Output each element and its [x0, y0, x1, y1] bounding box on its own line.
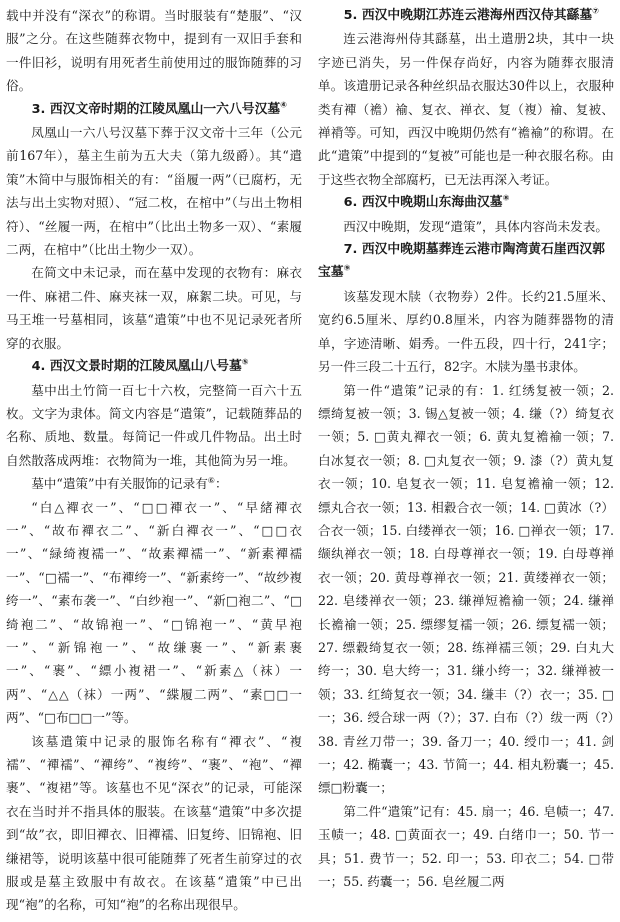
text-tail: ：: [214, 476, 228, 492]
text-run: 在简文中未记录，而在墓中发现的衣物有：麻衣一件、麻裙二件、麻夹袜一双，麻絮二块。可见，与马王堆一号墓相同，该墓“遣策”中也不见记录死者所穿的衣服。: [6, 265, 302, 351]
text-run: 5. 西汉中晚期江苏连云港海州西汉侍其繇墓: [343, 8, 593, 23]
section-heading: [318, 238, 614, 285]
paragraph: [6, 496, 302, 730]
paragraph: [6, 4, 302, 98]
footnote-marker: ⑥: [207, 475, 215, 485]
footnote-marker: ④: [280, 100, 287, 110]
text-run: 第一件“遣策”记录的有：1. 红绣复被一领；2. 缥绮复被一领；3. 锡△复被一领；4. 缣（?）绮复衣一领；5. □黄丸襌衣一领；6. 黄丸复襜褕一领；7. 白冰复衣一领；8. □丸复衣一领；9. 漆（?）黄丸复衣一领；10. 皂复衣一领；11. 皂复襜褕一领；12. 缥丸合衣一领；13. 相縠合衣一领；14. □黄冰（?）合衣一领；15. 白缕禅衣一领；16. □禅衣一领；17. 缬纨禅衣一领；18. 白母尊禅衣一领；19. 白母尊禅衣一领；20. 黄母尊禅衣一领；21. 黄缕禅衣一领；22. 皂缕禅衣一领；23. 缣禅短襜褕一领；24. 缣禅长襜褕一领；25. 缥缪复襦一领；26. 缥复襦一领；27. 缥縠绮复衣一领；28. 练禅襦三领；29. 白丸大绔一；30. 皂大绔一；31. 缣小绔一；32. 缣禅被一领；33. 红绮复衣一领；34. 缣丰（?）衣一；35. □一；36. 绶合球一两（?）；37. 白布（?）绂一两（?）38. 青丝刀带一；39. 备刀一；40. 绶巾一；41. 剑一；42. 椭囊一；43. 节简一；44. 相丸粉囊一；45. 缥□粉囊一；: [318, 382, 614, 796]
paragraph: [318, 285, 614, 379]
section-heading: [318, 191, 614, 214]
text-run: 该墓遣策中记录的服饰名称有“襌衣”、“複襦”、“襌襦”、“襌绔”、“複绔”、“裹”、“袍”、“襌裹”、“複裙”等。该墓也不见“深衣”的记录，可能深衣在当时并不指具体的服装。在该墓“遣策”中多次提到“故”衣，即旧襌衣、旧襌襦、旧复绔、旧锦袍、旧缣裙等，说明该墓中很可能随葬了死者生前穿过的衣服或是墓主致服中有故衣。在该墓“遣策”中已出现“袍”的名称，可知“袍”的名称出现很早。: [6, 733, 302, 913]
footnote-marker: ⑧: [502, 193, 510, 203]
paragraph: [318, 800, 614, 894]
text-run: 3. 西汉文帝时期的江陵凤凰山一六八号汉墓: [31, 101, 281, 117]
paragraph: [6, 379, 302, 473]
paragraph: [318, 215, 614, 238]
text-run: 7. 西汉中晚期墓葬连云港市陶湾黄石崖西汉郭宝墓: [318, 242, 605, 281]
footnote-marker: ⑤: [241, 357, 249, 367]
text-run: 凤凰山一六八号汉墓下葬于汉文帝十三年（公元前167年），墓主生前为五大夫（第九级爵）。其“遣策”木简中与服饰相关的有：“甾履一两”（已腐朽，无法与出土实物对照）、“冠二枚，在棺中”（与出土物相符）、“丝履一两，在棺中”（比出土物多一双）、“素履二两，在棺中”（比出土物少一双）。: [6, 125, 302, 258]
text-run: 西汉中晚期，发现“遣策”，具体内容尚未发表。: [343, 218, 608, 234]
section-heading: [6, 98, 302, 121]
text-run: 墓中出土竹简一百七十六枚，完整简一百六十五枚。文字为隶体。简文内容是“遣策”，记载随葬品的名称、质地、数量。每简记一件或几件物品。出土时自然散落成两堆：衣物简为一堆，其他简为另一堆。: [6, 382, 302, 468]
right-column: [318, 4, 614, 893]
text-run: 连云港海州侍其繇墓，出土遣册2块，其中一块字迹已消失，另一件保存尚好，内容为随葬衣服清单。该遣册记录各种丝织品衣服达30件以上，衣服种类有襌（襜）褕、复衣、禅衣、复（複）褕、复被、禅褙等。可知，西汉中晚期仍然有“襜褕”的称谓。在此“遣策”中提到的“复被”可能也是一种衣服名称。由于这些衣物全部腐朽，已无法再深入考证。: [318, 31, 614, 187]
paragraph: [318, 27, 614, 191]
paragraph: [6, 261, 302, 355]
text-run: 第二件“遣策”记有：45. 扇一；46. 皂帻一；47. 玉帻一；48. □黄面衣一；49. 白绪巾一；50. 节一具；51. 费节一；52. 印一；53. 印衣二；54. □带一；55. 药囊一；56. 皂丝履二两: [318, 803, 614, 890]
text-run: 该墓发现木牍（衣物券）2件。长约21.5厘米、宽约6.5厘米、厚约0.8厘米，内容为随葬器物的清单，字迹清晰、娟秀。一件五段，四十行，241字；另一件三段二十五行，82字。木牍为墨书隶体。: [318, 288, 614, 375]
paragraph: [318, 379, 614, 800]
section-heading: [318, 4, 614, 27]
text-run: 墓中“遣策”中有关服饰的记录有: [31, 476, 208, 492]
text-run: 4. 西汉文景时期的江陵凤凰山八号墓: [31, 359, 242, 375]
text-run: “白△襌衣一”、“□□襌衣一”、“早緒襌衣一”、“故布襌衣二”、“新白襌衣一”、“□□衣一”、“緑绮複襦一”、“故素襌襦一”、“新素襌襦一”、“□襦一”、“布襌绔一”、“新素绔一”、“故纱複绔一”、“素布袭一”、“白纱袍一”、“新□袍二”、“□绮袍二”、“故锦袍一”、“□锦袍一”、“黄早袍一”、“新锦袍一”、“故缣裹一”、“新素裹一”、“裹”、“縹小複裙一”、“新素△（袜）一两”、“△△（袜）一两”、“緤履二两”、“素□□一两”、“□布□□一”等。: [6, 499, 302, 726]
footnote-marker: ⑨: [343, 264, 351, 274]
footnote-marker: ⑦: [592, 6, 599, 16]
paragraph: [6, 730, 302, 917]
text-run: 6. 西汉中晚期山东海曲汉墓: [343, 195, 503, 211]
paragraph: [6, 121, 302, 261]
section-heading: [6, 355, 302, 378]
paragraph: [6, 472, 302, 495]
left-column: [6, 4, 302, 917]
text-run: 载中并没有“深衣”的称谓。当时服装有“楚服”、“汉服”之分。在这些随葬衣物中，提到有一双旧手套和一件旧衫，说明有用死者生前使用过的服饰随葬的习俗。: [6, 8, 302, 94]
